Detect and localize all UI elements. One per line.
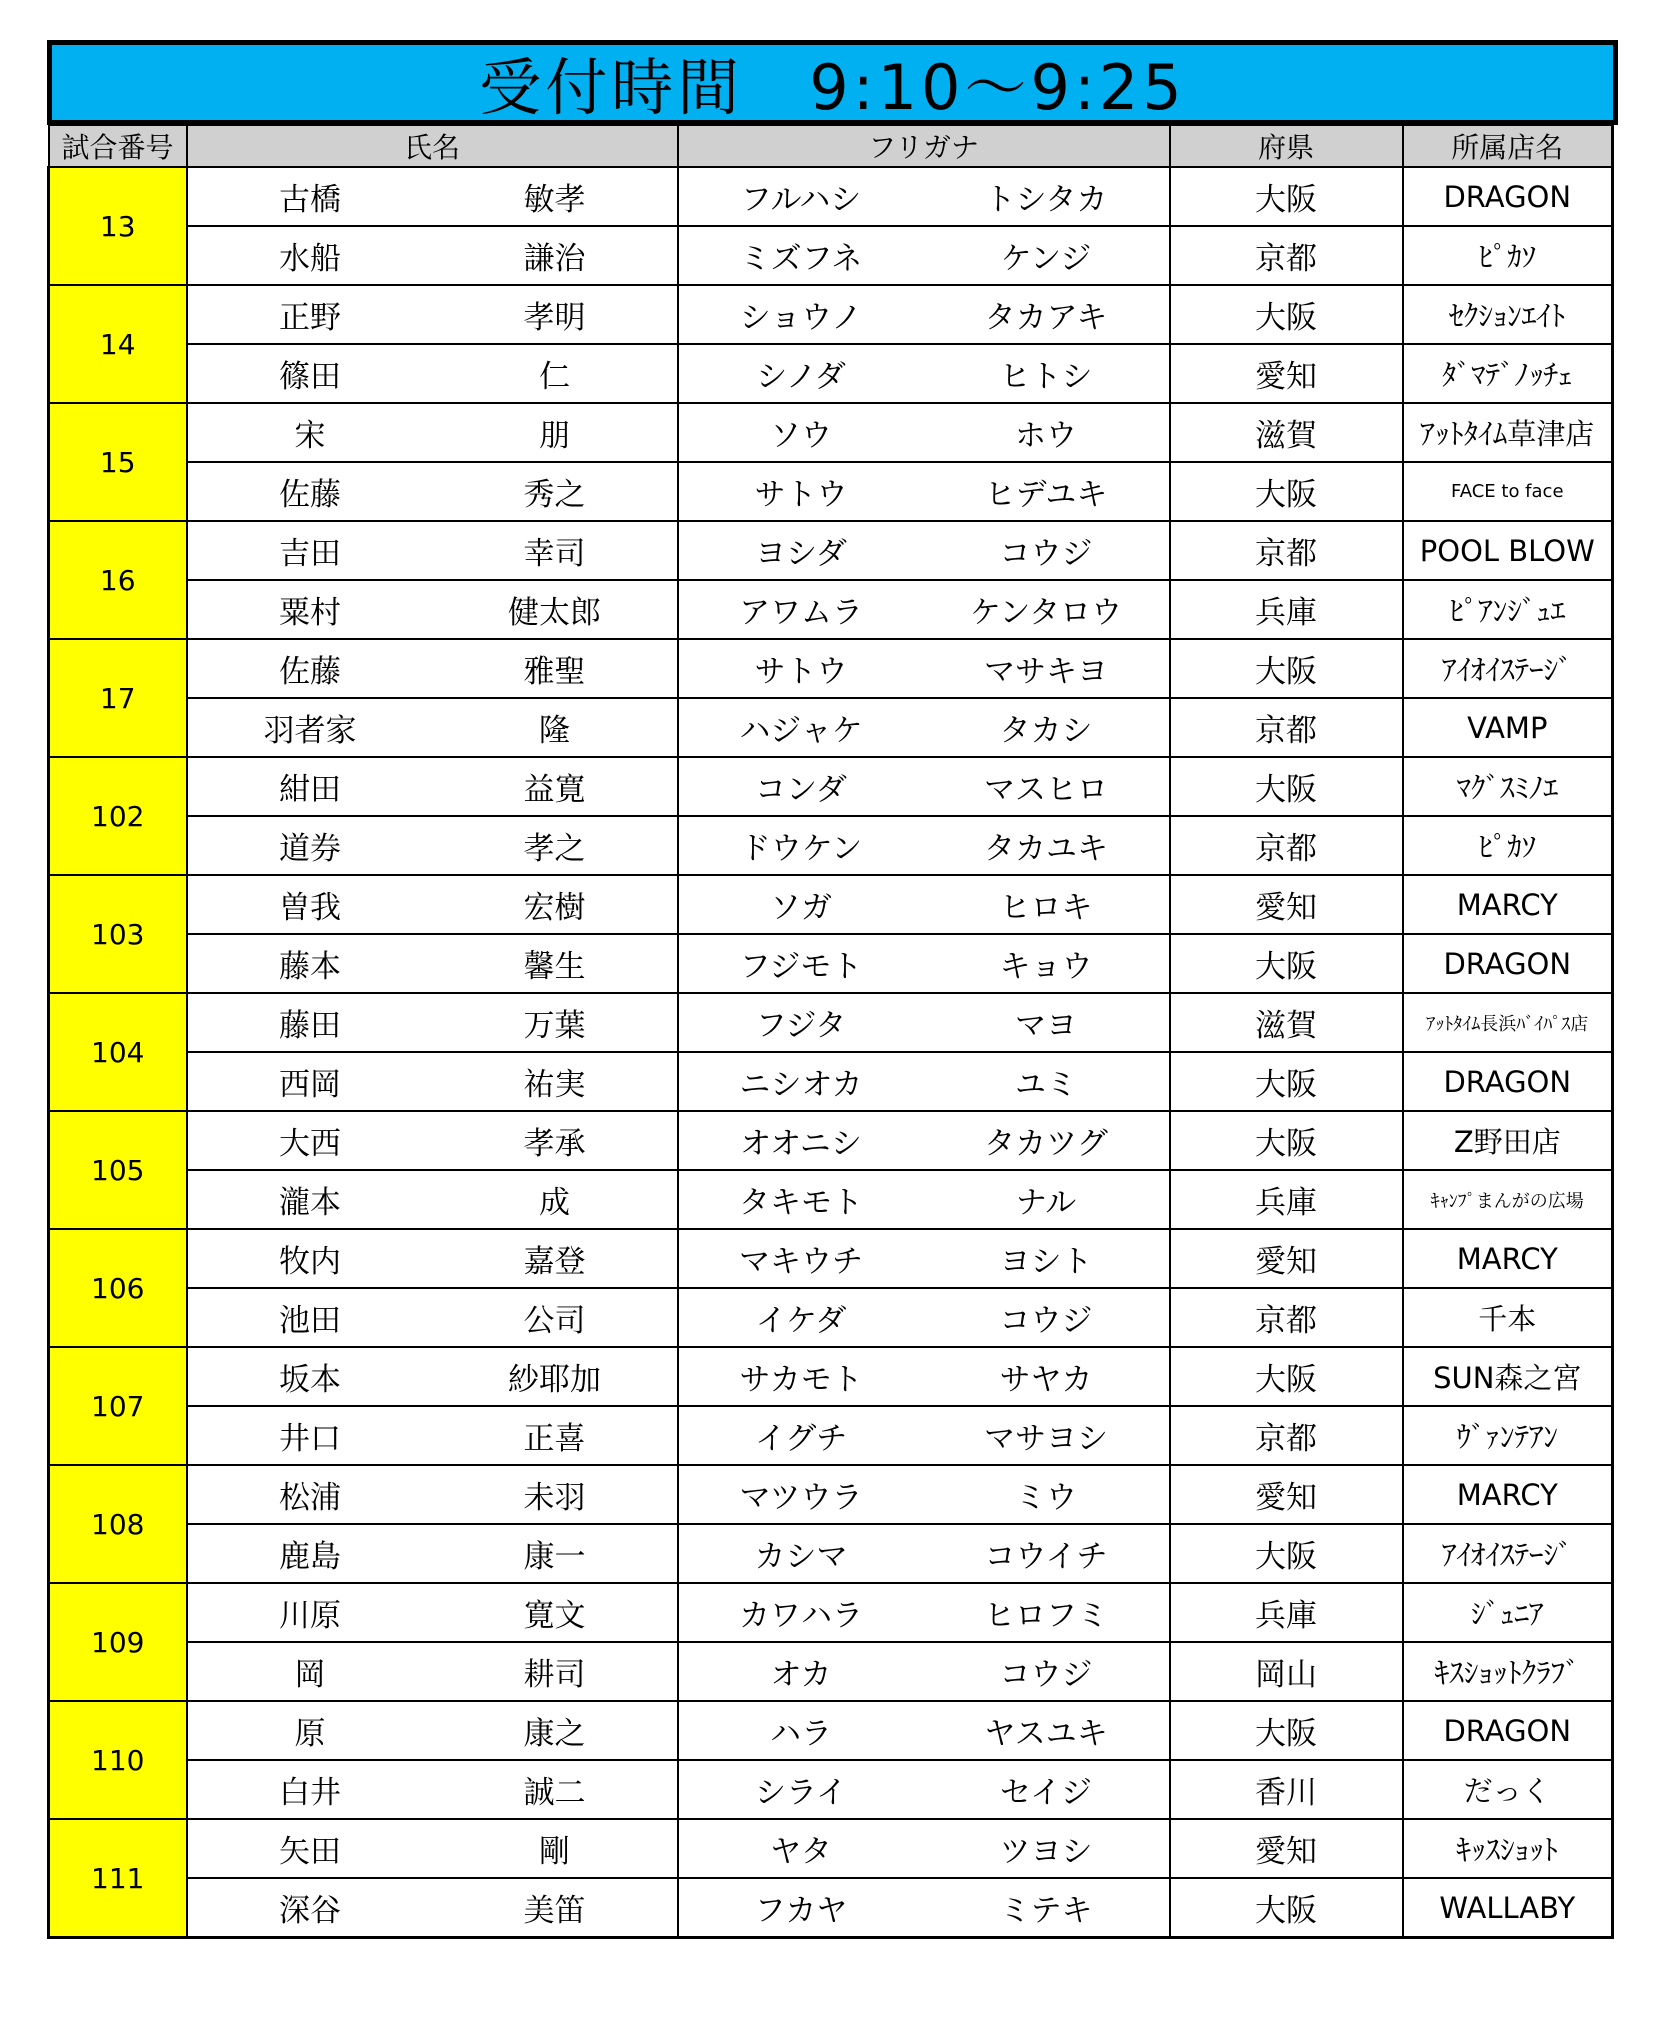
family-name: 白井 bbox=[187, 1760, 433, 1819]
prefecture: 大阪 bbox=[1170, 1878, 1403, 1938]
shop-name: ｳﾞｧﾝﾃｱﾝ bbox=[1403, 1406, 1613, 1465]
given-name: 雅聖 bbox=[433, 639, 678, 698]
given-name: 敏孝 bbox=[433, 167, 678, 226]
given-name: 万葉 bbox=[433, 993, 678, 1052]
shop-name: ｱｲｵｲｽﾃｰｼﾞ bbox=[1403, 639, 1613, 698]
given-furigana: マスヒロ bbox=[924, 757, 1170, 816]
header-match-no: 試合番号 bbox=[49, 125, 187, 167]
given-name: 祐実 bbox=[433, 1052, 678, 1111]
player-row bbox=[49, 521, 1613, 580]
player-row bbox=[49, 816, 1613, 875]
prefecture: 京都 bbox=[1170, 1406, 1403, 1465]
prefecture: 大阪 bbox=[1170, 285, 1403, 344]
family-furigana: サトウ bbox=[678, 462, 924, 521]
family-furigana: サトウ bbox=[678, 639, 924, 698]
prefecture: 京都 bbox=[1170, 698, 1403, 757]
family-name: 牧内 bbox=[187, 1229, 433, 1288]
player-row bbox=[49, 1819, 1613, 1878]
family-name: 道券 bbox=[187, 816, 433, 875]
prefecture: 大阪 bbox=[1170, 639, 1403, 698]
shop-name: DRAGON bbox=[1403, 1052, 1613, 1111]
player-row bbox=[49, 1170, 1613, 1229]
given-furigana: ユミ bbox=[924, 1052, 1170, 1111]
player-row bbox=[49, 462, 1613, 521]
prefecture: 香川 bbox=[1170, 1760, 1403, 1819]
shop-name: 千本 bbox=[1403, 1288, 1613, 1347]
given-furigana: ミテキ bbox=[924, 1878, 1170, 1938]
shop-name: WALLABY bbox=[1403, 1878, 1613, 1938]
family-name: 藤本 bbox=[187, 934, 433, 993]
header-prefecture: 府県 bbox=[1170, 125, 1403, 167]
given-furigana: ヒデユキ bbox=[924, 462, 1170, 521]
given-furigana: ヤスユキ bbox=[924, 1701, 1170, 1760]
given-furigana: ツヨシ bbox=[924, 1819, 1170, 1878]
player-row bbox=[49, 1878, 1613, 1938]
match-number: 109 bbox=[49, 1583, 187, 1701]
given-furigana: ケンタロウ bbox=[924, 580, 1170, 639]
family-furigana: アワムラ bbox=[678, 580, 924, 639]
player-row bbox=[49, 1111, 1613, 1170]
given-furigana: ヒトシ bbox=[924, 344, 1170, 403]
family-furigana: ヤタ bbox=[678, 1819, 924, 1878]
player-row bbox=[49, 1347, 1613, 1406]
given-furigana: マヨ bbox=[924, 993, 1170, 1052]
player-row bbox=[49, 1288, 1613, 1347]
prefecture: 兵庫 bbox=[1170, 1583, 1403, 1642]
given-furigana: セイジ bbox=[924, 1760, 1170, 1819]
given-name: 謙治 bbox=[433, 226, 678, 285]
shop-name: ﾏｸﾞｽﾐﾉｴ bbox=[1403, 757, 1613, 816]
family-furigana: カワハラ bbox=[678, 1583, 924, 1642]
family-furigana: ハラ bbox=[678, 1701, 924, 1760]
family-name: 坂本 bbox=[187, 1347, 433, 1406]
prefecture: 愛知 bbox=[1170, 1465, 1403, 1524]
shop-name: MARCY bbox=[1403, 1229, 1613, 1288]
family-furigana: カシマ bbox=[678, 1524, 924, 1583]
given-furigana: ヒロフミ bbox=[924, 1583, 1170, 1642]
shop-name: POOL BLOW bbox=[1403, 521, 1613, 580]
family-furigana: ドウケン bbox=[678, 816, 924, 875]
shop-name: VAMP bbox=[1403, 698, 1613, 757]
player-row bbox=[49, 1524, 1613, 1583]
prefecture: 京都 bbox=[1170, 816, 1403, 875]
prefecture: 京都 bbox=[1170, 1288, 1403, 1347]
prefecture: 愛知 bbox=[1170, 1819, 1403, 1878]
given-name: 孝之 bbox=[433, 816, 678, 875]
family-name: 宋 bbox=[187, 403, 433, 462]
family-name: 水船 bbox=[187, 226, 433, 285]
family-name: 大西 bbox=[187, 1111, 433, 1170]
prefecture: 大阪 bbox=[1170, 462, 1403, 521]
player-row bbox=[49, 285, 1613, 344]
family-name: 佐藤 bbox=[187, 462, 433, 521]
given-furigana: ナル bbox=[924, 1170, 1170, 1229]
shop-name: DRAGON bbox=[1403, 167, 1613, 226]
family-name: 紺田 bbox=[187, 757, 433, 816]
shop-name: MARCY bbox=[1403, 875, 1613, 934]
player-row bbox=[49, 1760, 1613, 1819]
family-furigana: ミズフネ bbox=[678, 226, 924, 285]
family-name: 羽者家 bbox=[187, 698, 433, 757]
family-name: 川原 bbox=[187, 1583, 433, 1642]
family-name: 井口 bbox=[187, 1406, 433, 1465]
prefecture: 大阪 bbox=[1170, 757, 1403, 816]
match-number: 110 bbox=[49, 1701, 187, 1819]
shop-name: ﾋﾟｶｿ bbox=[1403, 226, 1613, 285]
family-name: 粟村 bbox=[187, 580, 433, 639]
header-name: 氏名 bbox=[187, 125, 678, 167]
family-furigana: ハジャケ bbox=[678, 698, 924, 757]
match-number: 15 bbox=[49, 403, 187, 521]
player-row bbox=[49, 875, 1613, 934]
given-name: 孝明 bbox=[433, 285, 678, 344]
player-row bbox=[49, 757, 1613, 816]
family-name: 篠田 bbox=[187, 344, 433, 403]
family-furigana: マツウラ bbox=[678, 1465, 924, 1524]
match-number: 102 bbox=[49, 757, 187, 875]
given-furigana: タカアキ bbox=[924, 285, 1170, 344]
player-row bbox=[49, 403, 1613, 462]
match-number: 16 bbox=[49, 521, 187, 639]
player-row bbox=[49, 1583, 1613, 1642]
given-furigana: トシタカ bbox=[924, 167, 1170, 226]
given-furigana: キョウ bbox=[924, 934, 1170, 993]
given-furigana: ホウ bbox=[924, 403, 1170, 462]
family-name: 藤田 bbox=[187, 993, 433, 1052]
given-name: 健太郎 bbox=[433, 580, 678, 639]
family-furigana: ショウノ bbox=[678, 285, 924, 344]
header-shop: 所属店名 bbox=[1403, 125, 1613, 167]
prefecture: 滋賀 bbox=[1170, 993, 1403, 1052]
player-row bbox=[49, 1406, 1613, 1465]
shop-name: ｱｲｵｲｽﾃｰｼﾞ bbox=[1403, 1524, 1613, 1583]
family-name: 曽我 bbox=[187, 875, 433, 934]
shop-name: SUN森之宮 bbox=[1403, 1347, 1613, 1406]
shop-name: ﾋﾟｱﾝｼﾞｭｴ bbox=[1403, 580, 1613, 639]
given-name: 嘉登 bbox=[433, 1229, 678, 1288]
family-furigana: オカ bbox=[678, 1642, 924, 1701]
shop-name: ﾋﾟｶｿ bbox=[1403, 816, 1613, 875]
given-name: 紗耶加 bbox=[433, 1347, 678, 1406]
player-row bbox=[49, 698, 1613, 757]
prefecture: 愛知 bbox=[1170, 875, 1403, 934]
family-furigana: コンダ bbox=[678, 757, 924, 816]
family-name: 池田 bbox=[187, 1288, 433, 1347]
prefecture: 滋賀 bbox=[1170, 403, 1403, 462]
prefecture: 岡山 bbox=[1170, 1642, 1403, 1701]
prefecture: 大阪 bbox=[1170, 934, 1403, 993]
shop-name: ｾｸｼｮﾝｴｲﾄ bbox=[1403, 285, 1613, 344]
shop-name: DRAGON bbox=[1403, 934, 1613, 993]
roster-table bbox=[47, 124, 1614, 1939]
prefecture: 兵庫 bbox=[1170, 1170, 1403, 1229]
match-number: 103 bbox=[49, 875, 187, 993]
prefecture: 大阪 bbox=[1170, 1052, 1403, 1111]
family-name: 吉田 bbox=[187, 521, 433, 580]
player-row bbox=[49, 1229, 1613, 1288]
prefecture: 大阪 bbox=[1170, 1701, 1403, 1760]
shop-name: ｱｯﾄﾀｲﾑ長浜ﾊﾞｲﾊﾟｽ店 bbox=[1403, 993, 1613, 1052]
shop-name: ｼﾞｭﾆｱ bbox=[1403, 1583, 1613, 1642]
page-title: 受付時間 9:10～9:25 bbox=[47, 40, 1618, 125]
shop-name: ｷｯｽｼｮｯﾄ bbox=[1403, 1819, 1613, 1878]
player-row bbox=[49, 1465, 1613, 1524]
player-row bbox=[49, 1701, 1613, 1760]
given-furigana: マサキヨ bbox=[924, 639, 1170, 698]
shop-name: ｷｬﾝﾌﾟまんがの広場 bbox=[1403, 1170, 1613, 1229]
family-furigana: フカヤ bbox=[678, 1878, 924, 1938]
match-number: 17 bbox=[49, 639, 187, 757]
family-furigana: フルハシ bbox=[678, 167, 924, 226]
family-name: 原 bbox=[187, 1701, 433, 1760]
given-name: 朋 bbox=[433, 403, 678, 462]
given-name: 耕司 bbox=[433, 1642, 678, 1701]
given-furigana: タカツグ bbox=[924, 1111, 1170, 1170]
prefecture: 大阪 bbox=[1170, 1524, 1403, 1583]
shop-name: ﾀﾞﾏﾃﾞﾉｯﾁｪ bbox=[1403, 344, 1613, 403]
family-name: 松浦 bbox=[187, 1465, 433, 1524]
family-furigana: オオニシ bbox=[678, 1111, 924, 1170]
given-name: 康之 bbox=[433, 1701, 678, 1760]
family-furigana: シノダ bbox=[678, 344, 924, 403]
family-furigana: サカモト bbox=[678, 1347, 924, 1406]
given-name: 康一 bbox=[433, 1524, 678, 1583]
family-name: 西岡 bbox=[187, 1052, 433, 1111]
prefecture: 京都 bbox=[1170, 226, 1403, 285]
family-furigana: フジモト bbox=[678, 934, 924, 993]
family-name: 鹿島 bbox=[187, 1524, 433, 1583]
family-furigana: フジタ bbox=[678, 993, 924, 1052]
header-furigana: フリガナ bbox=[678, 125, 1170, 167]
given-furigana: コウイチ bbox=[924, 1524, 1170, 1583]
prefecture: 大阪 bbox=[1170, 1347, 1403, 1406]
player-row bbox=[49, 639, 1613, 698]
given-name: 剛 bbox=[433, 1819, 678, 1878]
given-name: 益寛 bbox=[433, 757, 678, 816]
given-name: 寛文 bbox=[433, 1583, 678, 1642]
family-furigana: マキウチ bbox=[678, 1229, 924, 1288]
prefecture: 愛知 bbox=[1170, 1229, 1403, 1288]
given-furigana: ヒロキ bbox=[924, 875, 1170, 934]
given-furigana: タカシ bbox=[924, 698, 1170, 757]
given-furigana: ヨシト bbox=[924, 1229, 1170, 1288]
player-row bbox=[49, 934, 1613, 993]
match-number: 107 bbox=[49, 1347, 187, 1465]
player-row bbox=[49, 1642, 1613, 1701]
given-furigana: コウジ bbox=[924, 521, 1170, 580]
match-number: 106 bbox=[49, 1229, 187, 1347]
shop-name: MARCY bbox=[1403, 1465, 1613, 1524]
given-furigana: コウジ bbox=[924, 1642, 1170, 1701]
given-name: 誠二 bbox=[433, 1760, 678, 1819]
prefecture: 兵庫 bbox=[1170, 580, 1403, 639]
family-name: 古橋 bbox=[187, 167, 433, 226]
family-name: 正野 bbox=[187, 285, 433, 344]
family-name: 矢田 bbox=[187, 1819, 433, 1878]
prefecture: 大阪 bbox=[1170, 167, 1403, 226]
given-name: 美笛 bbox=[433, 1878, 678, 1938]
given-furigana: ケンジ bbox=[924, 226, 1170, 285]
family-name: 岡 bbox=[187, 1642, 433, 1701]
family-furigana: ニシオカ bbox=[678, 1052, 924, 1111]
match-number: 104 bbox=[49, 993, 187, 1111]
family-furigana: イケダ bbox=[678, 1288, 924, 1347]
prefecture: 愛知 bbox=[1170, 344, 1403, 403]
given-name: 宏樹 bbox=[433, 875, 678, 934]
family-furigana: ソガ bbox=[678, 875, 924, 934]
prefecture: 京都 bbox=[1170, 521, 1403, 580]
family-furigana: イグチ bbox=[678, 1406, 924, 1465]
given-name: 公司 bbox=[433, 1288, 678, 1347]
shop-name: FACE to face bbox=[1403, 462, 1613, 521]
match-number: 111 bbox=[49, 1819, 187, 1938]
family-name: 深谷 bbox=[187, 1878, 433, 1938]
shop-name: DRAGON bbox=[1403, 1701, 1613, 1760]
given-furigana: サヤカ bbox=[924, 1347, 1170, 1406]
family-furigana: ヨシダ bbox=[678, 521, 924, 580]
shop-name: だっく bbox=[1403, 1760, 1613, 1819]
given-furigana: コウジ bbox=[924, 1288, 1170, 1347]
given-furigana: タカユキ bbox=[924, 816, 1170, 875]
shop-name: ｷｽｼｮｯﾄｸﾗﾌﾞ bbox=[1403, 1642, 1613, 1701]
player-row bbox=[49, 226, 1613, 285]
family-furigana: シライ bbox=[678, 1760, 924, 1819]
shop-name: Z野田店 bbox=[1403, 1111, 1613, 1170]
player-row bbox=[49, 993, 1613, 1052]
player-row bbox=[49, 167, 1613, 226]
header-row bbox=[49, 125, 1613, 167]
family-furigana: タキモト bbox=[678, 1170, 924, 1229]
given-name: 仁 bbox=[433, 344, 678, 403]
roster-body bbox=[49, 167, 1613, 1938]
given-name: 馨生 bbox=[433, 934, 678, 993]
given-name: 秀之 bbox=[433, 462, 678, 521]
given-name: 未羽 bbox=[433, 1465, 678, 1524]
match-number: 13 bbox=[49, 167, 187, 285]
family-furigana: ソウ bbox=[678, 403, 924, 462]
given-furigana: ミウ bbox=[924, 1465, 1170, 1524]
match-number: 105 bbox=[49, 1111, 187, 1229]
family-name: 佐藤 bbox=[187, 639, 433, 698]
player-row bbox=[49, 1052, 1613, 1111]
given-name: 隆 bbox=[433, 698, 678, 757]
given-name: 正喜 bbox=[433, 1406, 678, 1465]
given-name: 幸司 bbox=[433, 521, 678, 580]
family-name: 瀧本 bbox=[187, 1170, 433, 1229]
given-furigana: マサヨシ bbox=[924, 1406, 1170, 1465]
shop-name: ｱｯﾄﾀｲﾑ草津店 bbox=[1403, 403, 1613, 462]
player-row bbox=[49, 580, 1613, 639]
given-name: 成 bbox=[433, 1170, 678, 1229]
match-number: 14 bbox=[49, 285, 187, 403]
player-row bbox=[49, 344, 1613, 403]
match-number: 108 bbox=[49, 1465, 187, 1583]
given-name: 孝承 bbox=[433, 1111, 678, 1170]
prefecture: 大阪 bbox=[1170, 1111, 1403, 1170]
